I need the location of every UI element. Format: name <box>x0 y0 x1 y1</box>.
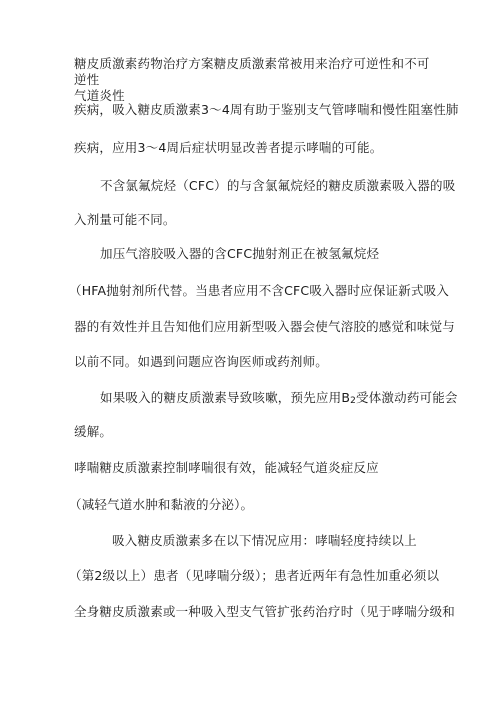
paragraph-line: 吸入糖皮质激素多在以下情况应用：哮喘轻度持续以上 <box>112 533 417 548</box>
paragraph-line: 加压气溶胶吸入器的含CFC抛射剂正在被氢氟烷烃 <box>100 246 380 261</box>
beta-symbol: B2 <box>341 390 357 406</box>
title-line-2: 气道炎性 <box>74 88 125 103</box>
paragraph-line: 疾病，应用3～4周后症状明显改善者提示哮喘的可能。 <box>74 140 383 155</box>
line-text: 受体激动药可能会 <box>356 390 458 405</box>
paragraph-line: 器的有效性并且告知他们应用新型吸入器会使气溶胶的感觉和味觉与 <box>74 319 456 334</box>
paragraph-line: （第2级以上）患者（见哮喘分级）；患者近两年有急性加重必须以 <box>69 568 440 583</box>
paragraph-line: 以前不同。如遇到问题应咨询医师或药剂师。 <box>74 354 329 369</box>
title-line-1: 糖皮质激素药物治疗方案糖皮质激素常被用来治疗可逆性和不可逆性 <box>74 56 430 87</box>
paragraph-line: （HFA抛射剂所代替。当患者应用不含CFC吸入器时应保证新式吸入 <box>69 283 450 298</box>
paragraph-line: （减轻气道水肿和黏液的分泌）。 <box>69 497 254 512</box>
paragraph-line: 缓解。 <box>74 424 113 439</box>
line-text: 如果吸入的糖皮质激素导致咳嗽，预先应用 <box>100 390 342 405</box>
paragraph-line: 不含氯氟烷烃（CFC）的与含氯氟烷烃的糖皮质激素吸入器的吸 <box>100 178 456 193</box>
paragraph-line <box>100 390 458 409</box>
document-title <box>74 56 434 104</box>
paragraph-line: 入剂量可能不同。 <box>74 212 176 227</box>
paragraph-line: 全身糖皮质激素或一种吸入型支气管扩张药治疗时（见于哮喘分级和 <box>74 604 456 619</box>
paragraph-line: 疾病，吸入糖皮质激素3～4周有助于鉴别支气管哮喘和慢性阻塞性肺 <box>74 102 459 117</box>
paragraph-line: 哮喘糖皮质激素控制哮喘很有效，能减轻气道炎症反应 <box>74 460 379 475</box>
